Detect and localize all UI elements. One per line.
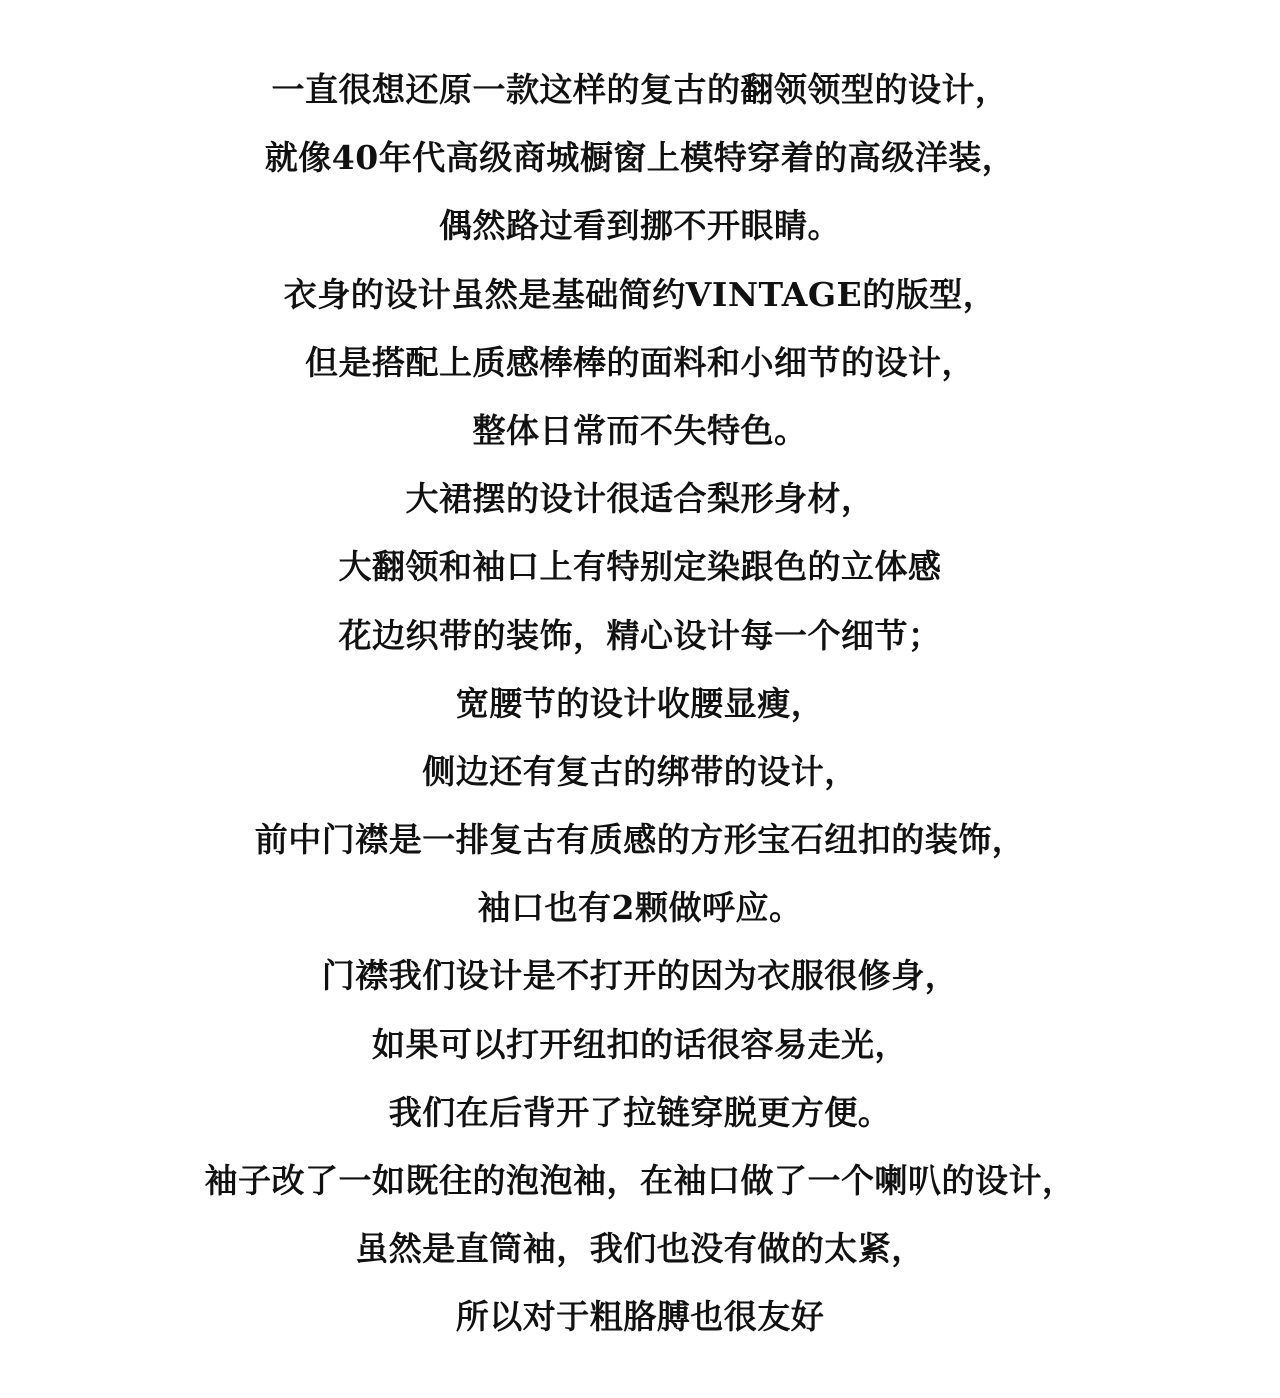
text-line: 大裙摆的设计很适合梨形身材， <box>405 479 875 519</box>
text-line: 如果可以打开纽扣的话很容易走光， <box>372 1024 908 1064</box>
text-line: 虽然是直筒袖，我们也没有做的太紧， <box>355 1229 925 1269</box>
text-line: 但是搭配上质感棒棒的面料和小细节的设计， <box>305 342 975 382</box>
text-line: 花边织带的装饰，精心设计每一个细节； <box>338 615 942 655</box>
text-line: 宽腰节的设计收腰显瘦， <box>455 683 825 723</box>
text-line: 大翻领和袖口上有特别定染跟色的立体感 <box>338 547 942 587</box>
text-line: 整体日常而不失特色。 <box>472 410 808 450</box>
text-line: 侧边还有复古的绑带的设计， <box>422 751 858 791</box>
text-line: 前中门襟是一排复古有质感的方形宝石纽扣的装饰， <box>254 820 1026 860</box>
text-line: 衣身的设计虽然是基础简约VINTAGE的版型， <box>283 274 997 314</box>
text-line: 袖子改了一如既往的泡泡袖，在袖口做了一个喇叭的设计， <box>204 1161 1076 1200</box>
product-description <box>0 56 1280 1352</box>
text-line: 偶然路过看到挪不开眼睛。 <box>439 206 841 246</box>
text-line: 就像40年代高级商城橱窗上模特穿着的高级洋装， <box>264 138 1016 178</box>
text-line: 我们在后背开了拉链穿脱更方便。 <box>388 1092 892 1132</box>
text-line: 一直很想还原一款这样的复古的翻领领型的设计， <box>271 70 1009 109</box>
text-line: 袖口也有2颗做呼应。 <box>477 888 803 928</box>
text-line: 门襟我们设计是不打开的因为衣服很修身， <box>321 956 959 996</box>
text-line: 所以对于粗胳膊也很友好 <box>455 1297 825 1337</box>
